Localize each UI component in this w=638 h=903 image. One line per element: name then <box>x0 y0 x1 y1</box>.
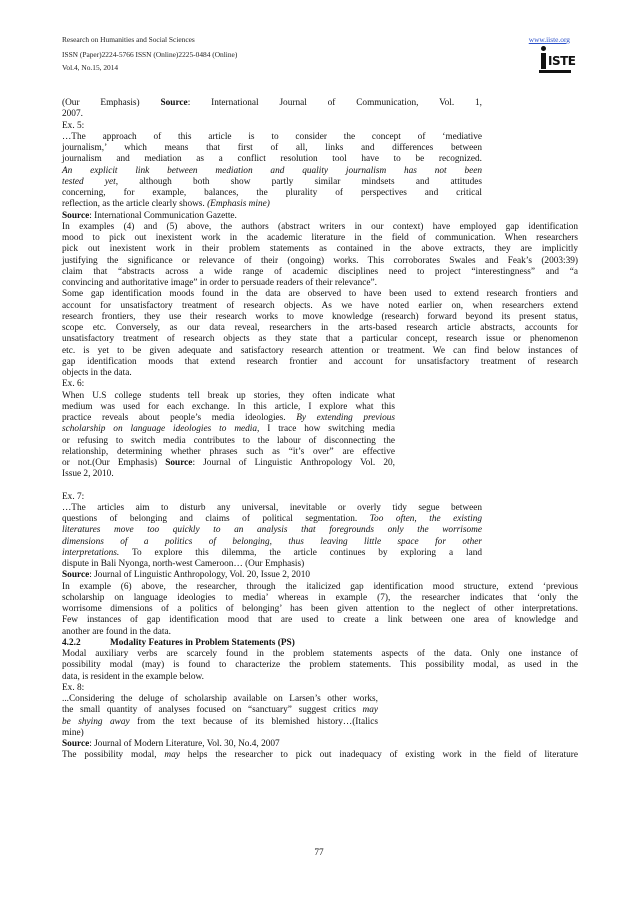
logo-band-icon <box>539 70 571 73</box>
journal-title: Research on Humanities and Social Sciences <box>62 35 195 44</box>
quote-line: …The articles aim to disturb any universal, inevitable or overly tidy segue between <box>62 502 482 513</box>
volume-line: Vol.4, No.15, 2014 <box>62 63 119 72</box>
example-6-quote <box>62 391 578 481</box>
quote-line: Issue 2, 2010. <box>62 469 114 480</box>
quote-line: journalism,’ which means that first of all, links and differences between <box>62 143 482 153</box>
quote-line: dispute in Bali Nyonga, north-west Cameroon… (Our Emphasis) <box>62 559 305 569</box>
quote-line: scholarship on language ideologies to media, I trace how switching media <box>62 424 395 435</box>
quote-line: or not.(Our Emphasis) Source: Journal of Linguistic Anthropology Vol. 20, <box>62 458 395 468</box>
quote-line: literatures move too quickly to an analysis that foregrounds only the worrisome <box>62 525 482 536</box>
example-source: Source: Journal of Linguistic Anthropology, Vol. 20, Issue 2, 2010 <box>62 570 311 581</box>
quote-line: journalism and mediation as a conflict resolution tool have to be recognized. <box>62 154 482 165</box>
quote-line: questions of belonging and claims of political segmentation. Too often, the existing <box>62 514 482 524</box>
quote-line: ...Considering the deluge of scholarship available on Larsen’s other works, <box>62 694 378 704</box>
issn-line: ISSN (Paper)2224-5766 ISSN (Online)2225-0484 (Online) <box>62 50 238 59</box>
top-quote-line: 2007. <box>62 109 83 120</box>
journal-website-link[interactable]: www.iiste.org <box>528 35 570 44</box>
example-label: Ex. 8: <box>62 682 85 693</box>
quote-line: reflection, as the article clearly shows. (Emphasis mine) <box>62 199 270 210</box>
quote-line: …The approach of this article is to consider the concept of ‘mediative <box>62 131 482 142</box>
paragraph-line: The possibility modal, may helps the researcher to pick out inadequacy of existing work in the field of literature <box>62 750 578 761</box>
quote-line: mine) <box>62 727 84 738</box>
quote-line: concerning, for example, balances, the plurality of perspectives and critical <box>62 188 482 198</box>
logo-text: ISTE <box>548 54 576 68</box>
quote-line: be shying away from the text because of its blemished history…(Italics <box>62 716 379 727</box>
paragraph: In examples (4) and (5) above, the authors (abstract writers in our context) have employed gap identification mood to pick out inexistent work in the academic literature in the field of communication. When researchers pick out inexistent work in their problem statements as contained in the above extracts, they are implicitly justifying the significance or relevance of their (ongoing) works. This corroborates Swales and Feak’s (2003:39) claim that “abstracts across a wide range of academic disciplines need to project “interestingness” and “a convincing and authoritative image” in order to persuade readers of their relevance”. <box>62 221 578 288</box>
section-title: Modality Features in Problem Statements (PS) <box>110 637 295 648</box>
example-7-quote <box>62 503 578 571</box>
quote-line: When U.S college students tell break up stories, they often indicate what <box>62 390 395 401</box>
quote-line: tested yet, although both show partly similar mindsets and attitudes <box>62 176 482 187</box>
example-source: Source: International Communication Gazette. <box>62 210 237 221</box>
example-label: Ex. 6: <box>62 379 85 390</box>
quote-line: medium was used for each exchange. In this article, I explore what this <box>62 401 395 412</box>
example-8-quote <box>62 694 578 739</box>
paragraph: Some gap identification moods found in the data are observed to have been used to extend research frontiers and account for unsatisfactory treatment of research objects. As we have noted earlier on, when researchers extend research frontiers, they use their research works to move knowledge (research) forward beyond its present status, scope etc. Conversely, as our data reveal, researchers in the arts-based research article abstracts, accounts for unsatisfactory treatment of research objects as they state that a particular concept, research issue or phenomenon etc. is yet to be given adequate and satisfactory research attention or treatment. We can find below instances of gap identification moods that extend research frontier and account for unsatisfactory treatment of research objects in the data. <box>62 289 578 378</box>
paragraph: In example (6) above, the researcher, through the italicized gap identification mood structure, extend ‘previous scholarship on language ideologies to media’ whereas in example (7), the researcher indicates that ‘only the worrisome dimensions of a politics of belonging’ has been given attention to the neglect of other interpretations. Few instances of gap identification mood that are used to create a link between one area of knowledge and another are found in the data. <box>62 581 578 637</box>
quote-line: practice reveals about people’s media ideologies. By extending previous <box>62 413 396 423</box>
quote-line: interpretations. To explore this dilemma, the article continues by exploring a land <box>62 547 482 558</box>
example-source: Source: Journal of Modern Literature, Vol. 30, No.4, 2007 <box>62 739 280 749</box>
section-number: 4.2.2 <box>62 637 81 648</box>
iiste-logo <box>539 46 576 74</box>
quote-line: An explicit link between mediation and quality journalism has not been <box>62 165 482 176</box>
page-body <box>62 98 578 762</box>
quote-line: or refusing to switch media contributes to the labour of disconnecting the <box>62 435 395 446</box>
section-heading <box>62 638 578 649</box>
logo-bar-icon <box>541 53 546 69</box>
quote-line: dimensions of a politics of belonging, thus leaving little space for other <box>62 536 482 547</box>
paragraph: Modal auxiliary verbs are scarcely found in the problem statements aspects of the data. Only one instance of possibility modal (may) is found to characterize the problem statements. This possibility modal, as used in the data, is resident in the example below. <box>62 649 578 682</box>
top-quote-line: (Our Emphasis) Source: International Journal of Communication, Vol. 1, <box>62 98 483 108</box>
example-label: Ex. 5: <box>62 120 85 131</box>
quote-line: the small quantity of analyses focused on “sanctuary” suggest critics may <box>62 705 378 716</box>
example-5-quote <box>62 132 578 211</box>
page-number: 77 <box>314 848 324 858</box>
logo-dot-icon <box>541 46 546 51</box>
quote-line: relationship, determining whether phrases such as “it’s over” are effective <box>62 446 395 457</box>
example-label: Ex. 7: <box>62 491 85 502</box>
